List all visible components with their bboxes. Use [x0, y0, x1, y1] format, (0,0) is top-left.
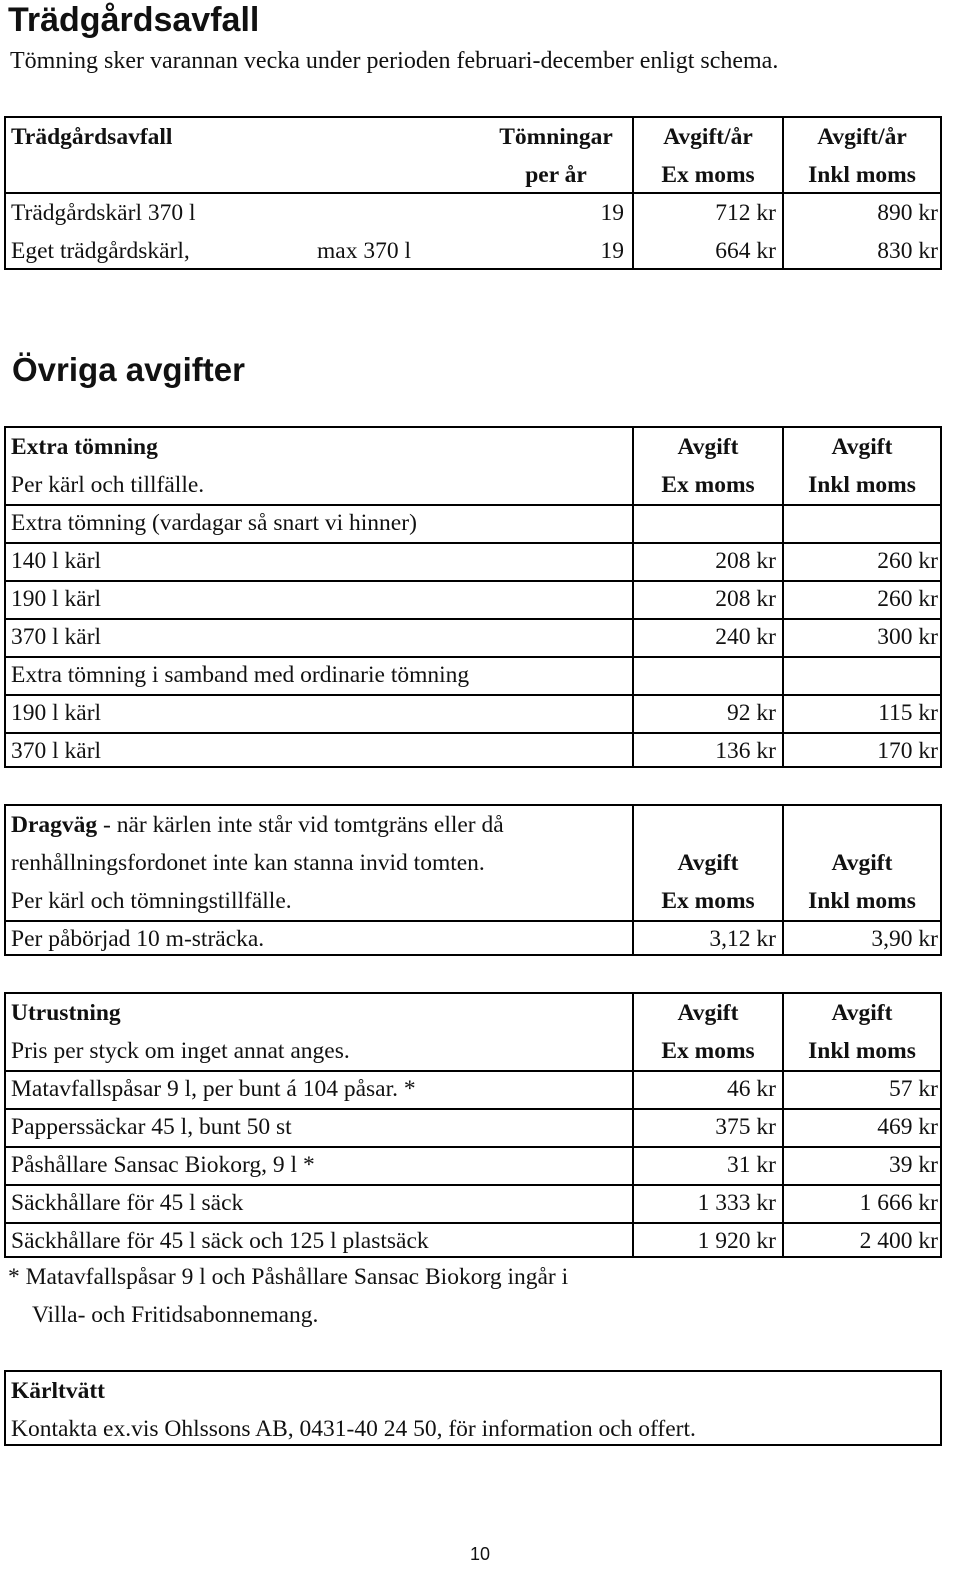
- column-header: Avgift/år: [817, 124, 907, 150]
- table-row: Extra tömning (vardagar så snart vi hinner): [11, 510, 417, 536]
- footnote: Villa- och Fritidsabonnemang.: [32, 1302, 319, 1328]
- table-row: 190 l kärl 92 kr 115 kr: [11, 700, 938, 726]
- column-header: Ex moms: [661, 162, 755, 188]
- table-row: Påshållare Sansac Biokorg, 9 l * 31 kr 39 kr: [11, 1152, 938, 1178]
- column-header: Trädgårdsavfall: [11, 124, 173, 150]
- box-title-row: Kärltvätt: [11, 1378, 105, 1404]
- equipment-table: [4, 992, 942, 1258]
- column-header: Tömningar: [499, 124, 613, 150]
- box-text-row: Kontakta ex.vis Ohlssons AB, 0431-40 24 50, för information och offert.: [11, 1416, 696, 1442]
- table-header-row: Utrustning Avgift Avgift: [11, 1000, 893, 1026]
- table-row: 140 l kärl 208 kr 260 kr: [11, 548, 938, 574]
- table-row: Dragväg - när kärlen inte står vid tomtgräns eller då: [11, 812, 504, 838]
- extra-emptying-table: [4, 426, 942, 768]
- table-header-row: Extra tömning Avgift Avgift: [11, 434, 893, 460]
- intro-text: Tömning sker varannan vecka under perioden februari-december enligt schema.: [10, 48, 779, 74]
- table-row: Säckhållare för 45 l säck och 125 l plastsäck 1 920 kr 2 400 kr: [11, 1228, 938, 1254]
- table-row: Eget trädgårdskärl, max 370 l 19 664 kr 830 kr: [11, 238, 938, 264]
- bin-wash-box: [4, 1370, 942, 1446]
- page-number: 10: [469, 1544, 491, 1564]
- table-header-row: Per kärl och tillfälle. Ex moms Inkl moms: [11, 472, 916, 498]
- drag-distance-table: [4, 804, 942, 956]
- table-row: renhållningsfordonet inte kan stanna invid tomten. Avgift Avgift: [11, 850, 893, 876]
- section-title: Övriga avgifter: [12, 351, 245, 388]
- table-row: Trädgårdskärl 370 l 19 712 kr 890 kr: [11, 200, 938, 226]
- table-header-row: [6, 156, 940, 194]
- table-header-row: Pris per styck om inget annat anges. Ex moms Inkl moms: [11, 1038, 916, 1064]
- table-row: Extra tömning i samband med ordinarie tömning: [11, 662, 470, 688]
- table-row: Per påbörjad 10 m-sträcka. 3,12 kr 3,90 kr: [11, 926, 938, 952]
- garden-waste-table: [4, 116, 942, 270]
- page-title: Trädgårdsavfall: [8, 1, 260, 39]
- table-row: 370 l kärl 240 kr 300 kr: [11, 624, 938, 650]
- table-header-row: [6, 118, 940, 156]
- table-row: Per kärl och tömningstillfälle. Ex moms Inkl moms: [11, 888, 916, 914]
- column-header: Inkl moms: [808, 162, 916, 188]
- table-row: 370 l kärl 136 kr 170 kr: [11, 738, 938, 764]
- table-row: 190 l kärl 208 kr 260 kr: [11, 586, 938, 612]
- table-row: Matavfallspåsar 9 l, per bunt á 104 påsar. * 46 kr 57 kr: [11, 1076, 938, 1102]
- footnote: * Matavfallspåsar 9 l och Påshållare Sansac Biokorg ingår i: [8, 1264, 569, 1290]
- column-header: per år: [525, 162, 587, 188]
- column-header: Avgift/år: [663, 124, 753, 150]
- table-row: Papperssäckar 45 l, bunt 50 st 375 kr 469 kr: [11, 1114, 938, 1140]
- table-row: Säckhållare för 45 l säck 1 333 kr 1 666 kr: [11, 1190, 938, 1216]
